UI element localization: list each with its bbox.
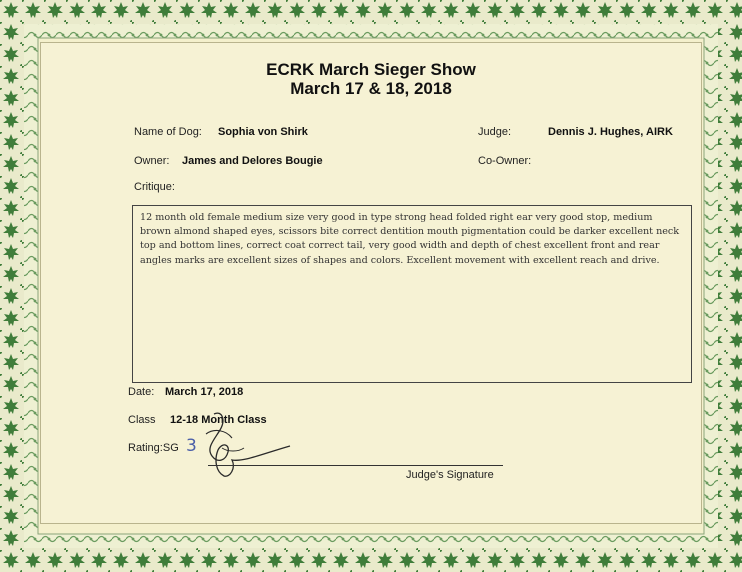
- judge-label: Judge:: [478, 126, 512, 138]
- rating-label: Rating:SG: [128, 442, 179, 454]
- date-label: Date:: [128, 386, 155, 398]
- signature-line: [208, 465, 503, 466]
- judge-value: Dennis J. Hughes, AIRK: [548, 126, 673, 138]
- owner-label: Owner:: [134, 155, 170, 167]
- dog-name-label: Name of Dog:: [134, 126, 202, 138]
- owner-value: James and Delores Bougie: [182, 155, 323, 167]
- date-value: March 17, 2018: [165, 386, 244, 398]
- class-label: Class: [128, 414, 156, 426]
- show-title: ECRK March Sieger Show: [266, 60, 476, 79]
- coowner-label: Co-Owner:: [478, 155, 532, 167]
- class-value: 12-18 Month Class: [170, 414, 267, 426]
- show-dates: March 17 & 18, 2018: [290, 79, 452, 98]
- signature-label: Judge's Signature: [406, 469, 494, 481]
- judge-signature: [192, 408, 302, 484]
- rating-handwritten: 3: [186, 436, 197, 456]
- critique-label: Critique:: [134, 181, 175, 193]
- dog-name-value: Sophia von Shirk: [218, 126, 308, 138]
- critique-text: 12 month old female medium size very good in type strong head folded right ear very good stop, medium brown almond shaped eyes, scissors bite correct dentition mouth pigmentation could be darker excellent neck top and bottom lines, correct coat correct tail, very good width and depth of chest excellent front and rear angles marks are excellent sizes of shapes and colors. Excellent movement with excellent reach and drive.: [140, 212, 680, 266]
